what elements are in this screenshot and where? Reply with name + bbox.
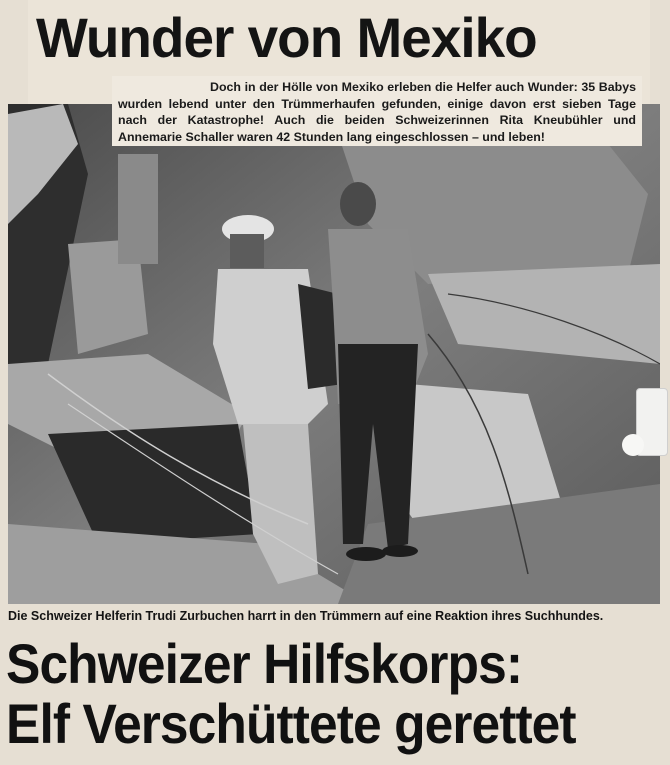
sleeve-tab-hole <box>622 434 644 456</box>
lead-paragraph <box>112 76 642 146</box>
rubble-scene-image <box>8 104 660 604</box>
headline-bottom-line-1: Schweizer Hilfskorps: <box>6 632 523 695</box>
headline-bottom <box>6 634 617 754</box>
headline-top: Wunder von Mexiko <box>36 6 537 69</box>
photo-caption: Die Schweizer Helferin Trudi Zurbuchen harrt in den Trümmern auf eine Reaktion ihres Suchhundes. <box>8 609 604 623</box>
rescue-photo <box>8 104 660 604</box>
lead-text: Doch in der Hölle von Mexiko erleben die Helfer auch Wunder: 35 Babys wurden lebend unter den Trümmerhaufen gefunden, einige davon erst sieben Tage nach der Katastrophe! Auch die beiden Schweizerinnen Rita Kneubühler und Annemarie Schaller waren 42 Stunden lang eingeschlossen – und leben! <box>118 80 636 144</box>
headline-bottom-line-2: Elf Verschüttete gerettet <box>6 692 576 755</box>
